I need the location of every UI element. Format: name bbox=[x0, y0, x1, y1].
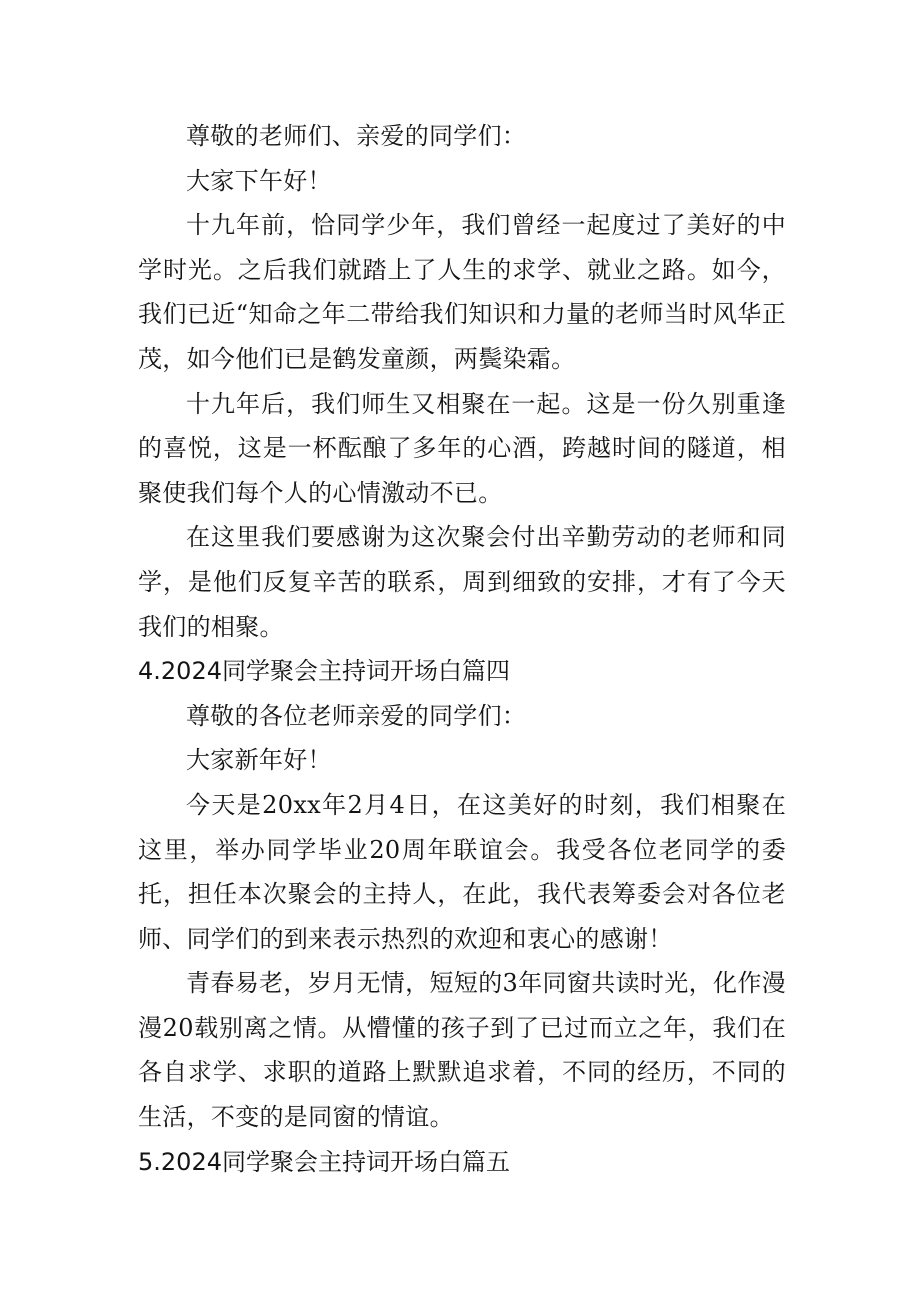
paragraph-body: 今天是20xx年2月4日，在这美好的时刻，我们相聚在这里，举办同学毕业20周年联谊会。我受各位老同学的委托，担任本次聚会的主持人，在此，我代表筹委会对各位老师、同学们的到来表示热烈的欢迎和衷心的感谢！ bbox=[138, 790, 786, 953]
paragraph-salutation: 大家下午好！ bbox=[186, 166, 332, 195]
document-body bbox=[138, 114, 786, 1184]
paragraph-body: 十九年后，我们师生又相聚在一起。这是一份久别重逢的喜悦，这是一杯酝酿了多年的心酒，跨越时间的隧道，相聚使我们每个人的心情激动不已。 bbox=[138, 389, 786, 507]
section-heading-5: 5.2024同学聚会主持词开场白篇五 bbox=[138, 1147, 510, 1176]
paragraph-body: 青春易老，岁月无情，短短的3年同窗共读时光，化作漫漫20载别离之情。从懵懂的孩子到了已过而立之年，我们在各自求学、求职的道路上默默追求着，不同的经历，不同的生活，不变的是同窗的情谊。 bbox=[138, 969, 786, 1132]
paragraph-body: 在这里我们要感谢为这次聚会付出辛勤劳动的老师和同学，是他们反复辛苦的联系，周到细致的安排，才有了今天我们的相聚。 bbox=[138, 523, 786, 641]
section-heading-4: 4.2024同学聚会主持词开场白篇四 bbox=[138, 657, 510, 686]
paragraph-body: 十九年前，恰同学少年，我们曾经一起度过了美好的中学时光。之后我们就踏上了人生的求学、就业之路。如今，我们已近“知命之年二带给我们知识和力量的老师当时风华正茂，如今他们已是鹤发童颜，两鬓染霜。 bbox=[138, 211, 786, 373]
paragraph-greeting: 尊敬的老师们、亲爱的同学们： bbox=[186, 122, 527, 150]
paragraph-salutation: 大家新年好！ bbox=[186, 746, 332, 775]
paragraph-greeting: 尊敬的各位老师亲爱的同学们： bbox=[186, 701, 527, 730]
